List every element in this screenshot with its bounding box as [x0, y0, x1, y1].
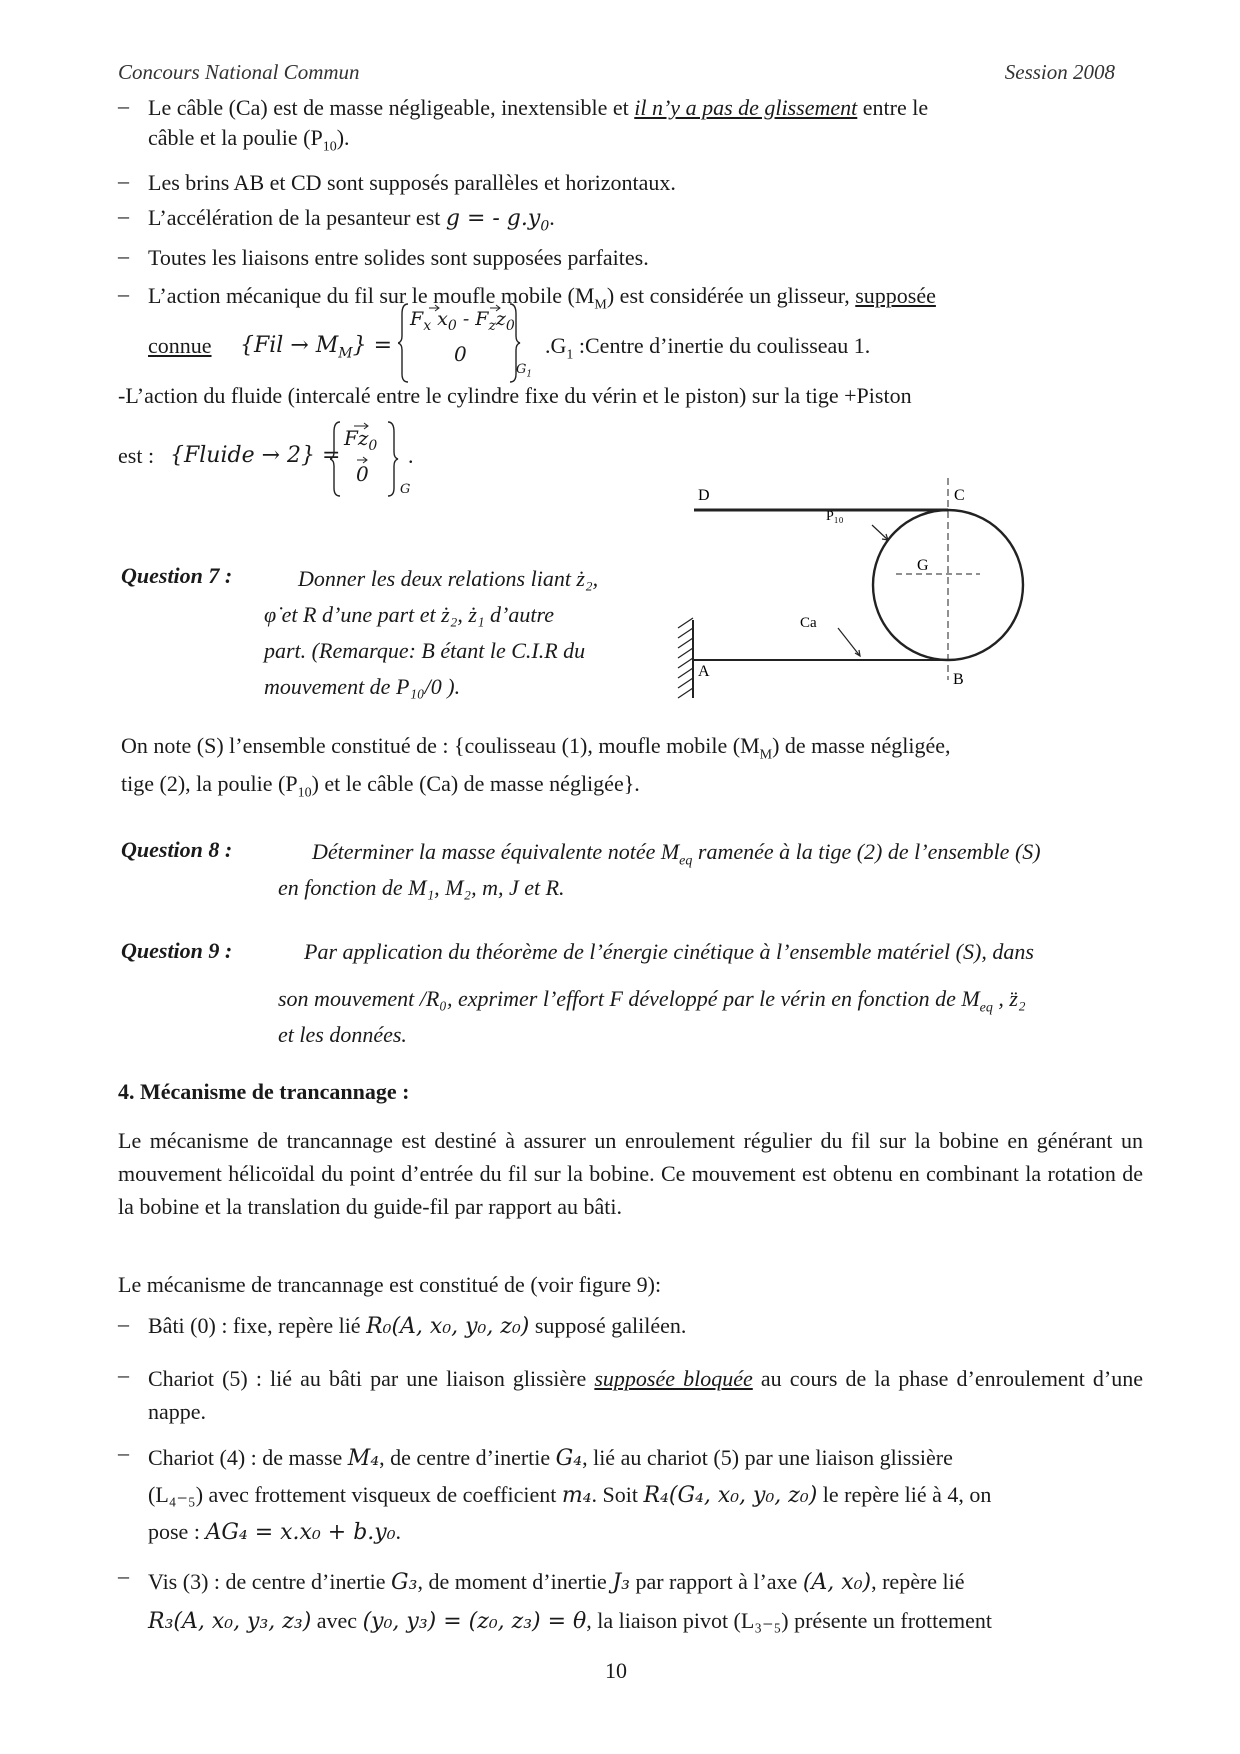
- fluide-line1: -L’action du fluide (intercalé entre le cylindre fixe du vérin et le piston) sur la tige +Piston: [118, 383, 912, 408]
- question-8-line1: Déterminer la masse équivalente notée $M_{eq}$ ramenée à la tige (2) de l’ensemble (S): [312, 839, 1041, 869]
- bullet-dash: –: [118, 203, 129, 228]
- question-7-line2: φ̇ et R d’une part et ż₂, ż₁ d’autre: [264, 602, 554, 627]
- section-4-title: 4. Mécanisme de trancannage :: [118, 1079, 410, 1104]
- question-8-line2: en fonction de M₁, M₂, m, J et R.: [278, 875, 565, 900]
- bullet-dash: –: [118, 1311, 129, 1336]
- bullet-dash: –: [118, 1563, 129, 1588]
- label-a: A: [698, 663, 710, 680]
- fluide-lhs: {Fluide → 2} =: [170, 443, 341, 468]
- bullet-liaisons: Toutes les liaisons entre solides sont supposées parfaites.: [148, 245, 649, 270]
- bullet-pesanteur: L’accélération de la pesanteur est g = - $g.y_0$.: [148, 205, 555, 235]
- question-7-label: Question 7 :: [121, 563, 233, 588]
- bullet-dash: –: [118, 243, 129, 268]
- bullet-dash: –: [118, 281, 129, 306]
- question-8-label: Question 8 :: [121, 837, 233, 862]
- header-left: Concours National Commun: [118, 60, 360, 84]
- question-9-label: Question 9 :: [121, 938, 233, 963]
- section-4-para1: Le mécanisme de trancannage est destiné à assurer un enroulement régulier du fil sur la bobine en générant un mouvement hélicoïdal du point d’entrée du fil sur la bobine. Ce mouvement est obtenu en combinant la rotation de la bobine et la translation du guide-fil par rapport au bâti.: [118, 1128, 1143, 1219]
- bullet-cable: Le câble (Ca) est de masse négligeable, inextensible et il n’y a pas de glissement entre le câble et la poulie $(P_{10})$.: [148, 95, 929, 155]
- label-c: C: [954, 487, 965, 504]
- fil-note: $.G_1$ :Centre d’inertie du coulisseau 1.: [545, 333, 871, 363]
- fil-connue: connue: [148, 333, 212, 358]
- bullet-dash: –: [118, 168, 129, 193]
- label-ca: Ca: [800, 615, 817, 631]
- fluide-torsor-point: G: [400, 482, 411, 497]
- item-chariot-4: Chariot (4) : de masse M₄, de centre d’inertie G₄, lié au chariot (5) par une liaison glissière (L₄₋₅) avec frottement visqueux de coefficient m₄. Soit R₄(G₄, x₀, y₀, z₀) le repère lié à 4, on pose : AG₄ = x.x₀ + b.y₀.: [148, 1445, 992, 1545]
- fluide-torsor-bottom: 0: [356, 462, 369, 486]
- fil-torsor: [398, 300, 538, 386]
- pulley-figure: [670, 470, 1050, 710]
- question-7-line4: mouvement de P₁₀/0 ).: [264, 674, 461, 699]
- fil-lhs: $\{Fil \to M_M\}$ =: [240, 333, 393, 362]
- bullet-action-fil: L’action mécanique du fil sur le moufle mobile $(M_M)$ est considérée un glisseur, supposée: [148, 283, 936, 313]
- fil-torsor-brackets: [398, 300, 538, 386]
- ensemble-line1: On note (S) l’ensemble constitué de : {coulisseau (1), moufle mobile $(M_M)$ de masse négligée,: [121, 733, 951, 763]
- question-7-line3: part. (Remarque: B étant le C.I.R du: [264, 638, 586, 663]
- label-g: G: [917, 557, 929, 574]
- ensemble-line2: tige (2), la poulie $(P_{10})$ et le câble (Ca) de masse négligée}.: [121, 771, 640, 801]
- question-9-line1: Par application du théorème de l’énergie cinétique à l’ensemble matériel (S), dans: [304, 939, 1034, 964]
- fluide-torsor: [330, 418, 410, 502]
- fluide-torsor-top: $Fz_0$: [344, 426, 378, 454]
- fil-torsor-bottom: 0: [454, 342, 467, 366]
- ca-leader: [838, 628, 860, 656]
- label-b: B: [953, 671, 964, 688]
- item-vis-3: Vis (3) : de centre d’inertie G₃, de moment d’inertie J₃ par rapport à l’axe (A, x₀), repère lié R₃(A, x₀, y₃, z₃) avec (y₀, y₃) = (z₀, z₃) = θ, la liaison pivot (L₃₋₅) présente un frottement: [148, 1569, 993, 1634]
- bullet-brins: Les brins AB et CD sont supposés parallèles et horizontaux.: [148, 170, 676, 195]
- label-d: D: [698, 487, 710, 504]
- fil-torsor-top: $F_x$ $x_0 - F_zz_0$: [410, 308, 515, 334]
- item-bati: Bâti (0) : fixe, repère lié R₀(A, x₀, y₀, z₀) supposé galiléen.: [148, 1313, 687, 1339]
- question-9-line2: son mouvement /R₀, exprimer l’effort F développé par le vérin en fonction de $M_{eq}$ , z̈₂: [278, 986, 1026, 1016]
- bullet-dash: –: [118, 1440, 129, 1465]
- p10-leader: [872, 525, 888, 540]
- fil-torsor-point: $G_1$: [516, 362, 533, 380]
- fluide-end: .: [408, 443, 414, 468]
- bullet-dash: –: [118, 1362, 129, 1387]
- question-9-line3: et les données.: [278, 1022, 407, 1047]
- fluide-est: est :: [118, 443, 155, 468]
- page-number: 10: [605, 1658, 627, 1683]
- header-right: Session 2008: [1004, 60, 1115, 84]
- label-p10: P₁₀: [826, 509, 844, 524]
- item-chariot-5: Chariot (5) : lié au bâti par une liaison glissière supposée bloquée au cours de la phase d’enroulement d’une nappe.: [148, 1366, 1143, 1424]
- section-4-para2: Le mécanisme de trancannage est constitué de (voir figure 9):: [118, 1272, 662, 1297]
- wall-hatch: [678, 618, 693, 698]
- question-7-line1: Donner les deux relations liant ż₂,: [298, 566, 599, 591]
- bullet-dash: –: [118, 93, 129, 118]
